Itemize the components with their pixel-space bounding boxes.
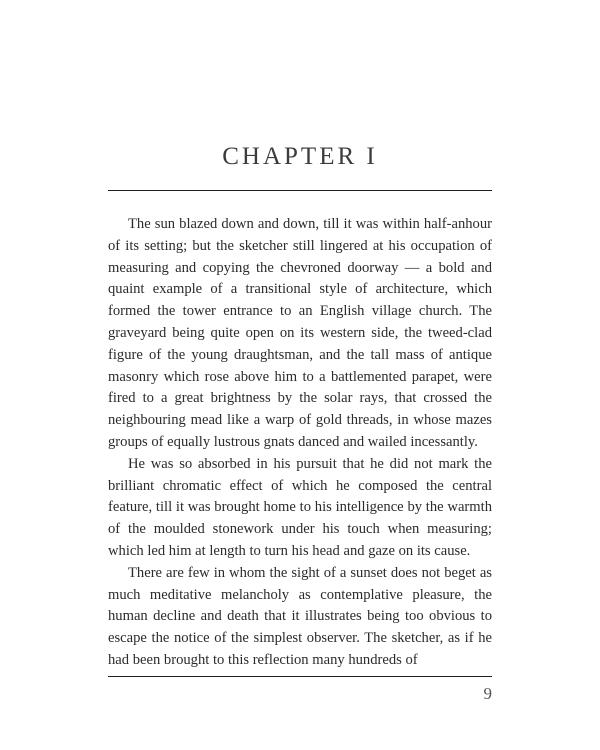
paragraph-3: There are few in whom the sight of a sunset does not beget as much meditative melancholy as contemplative pleasure, the human decline and death that it illustrates being too obvious to escape the notice of the simplest observer. The sketcher, as if he had been brought to this reflection many hundreds of — [108, 564, 492, 668]
top-rule — [108, 190, 492, 191]
bottom-rule — [108, 676, 492, 677]
paragraph-2: He was so absorbed in his pursuit that he did not mark the brilliant chromatic effect of which he composed the central feature, till it was brought home to his intelligence by the warmth of the moulded stonework under his touch when measuring; which led him at length to turn his head and gaze on its cause. — [108, 455, 492, 559]
body-text — [108, 214, 492, 672]
page-number: 9 — [483, 684, 492, 703]
chapter-heading: CHAPTER I — [222, 143, 378, 170]
paragraph-1: The sun blazed down and down, till it was within half-anhour of its setting; but the sketcher still lingered at his occupation of measuring and copying the chevroned doorway — a bold and quaint example of a transitional style of architecture, which formed the tower entrance to an English village church. The graveyard being quite open on its western side, the tweed-clad figure of the young draughtsman, and the tall mass of antique masonry which rose above him to a battlemented parapet, were fired to a great brightness by the solar rays, that crossed the neighbouring mead like a warp of gold threads, in whose mazes groups of equally lustrous gnats danced and wailed incessantly. — [108, 216, 492, 450]
